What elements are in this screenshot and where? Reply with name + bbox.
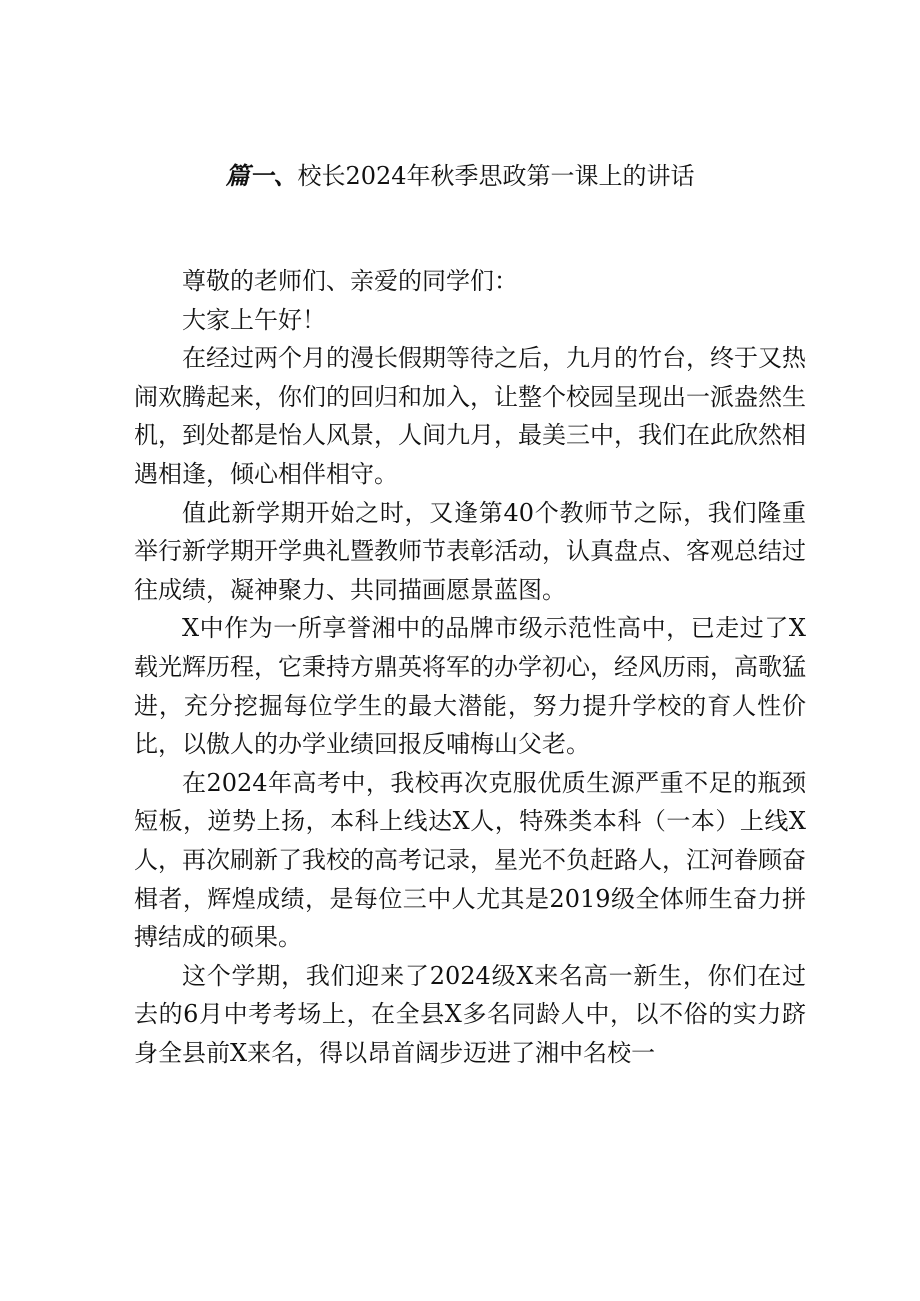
paragraph-hello: 大家上午好！ <box>182 305 326 334</box>
document-title <box>0 158 920 194</box>
paragraph-september: 在经过两个月的漫长假期等待之后，九月的竹台，终于又热闹欢腾起来，你们的回归和加入，让整个校园呈现出一派盎然生机，到处都是怡人风景，人间九月，最美三中，我们在此欣然相遇相逢，倾心相伴相守。 <box>134 344 806 488</box>
paragraph-new-students: 这个学期，我们迎来了2024级X来名高一新生，你们在过去的6月中考考场上，在全县X多名同龄人中，以不俗的实力跻身全县前X来名，得以昂首阔步迈进了湘中名校一 <box>134 961 806 1067</box>
paragraph-greeting: 尊敬的老师们、亲爱的同学们： <box>182 267 518 295</box>
paragraph-school-intro: X中作为一所享誉湘中的品牌市级示范性高中，已走过了X载光辉历程，它秉持方鼎英将军的办学初心，经风历雨，高歌猛进，充分挖掘每位学生的最大潜能，努力提升学校的育人性价比，以傲人的办学业绩回报反哺梅山父老。 <box>134 614 806 759</box>
title-main: 校长2024年秋季思政第一课上的讲话 <box>297 162 695 190</box>
title-prefix: 篇一、 <box>225 161 298 190</box>
paragraph-new-term: 值此新学期开始之时，又逢第40个教师节之际，我们隆重举行新学期开学典礼暨教师节表彰活动，认真盘点、客观总结过往成绩，凝神聚力、共同描画愿景蓝图。 <box>134 498 806 604</box>
paragraph-exam-results: 在2024年高考中，我校再次克服优质生源严重不足的瓶颈短板，逆势上扬，本科上线达X人，特殊类本科（一本）上线X人，再次刷新了我校的高考记录，星光不负赶路人，江河眷顾奋楫者，辉煌成绩，是每位三中人尤其是2019级全体师生奋力拼搏结成的硕果。 <box>134 768 806 952</box>
document-body <box>134 262 806 1072</box>
